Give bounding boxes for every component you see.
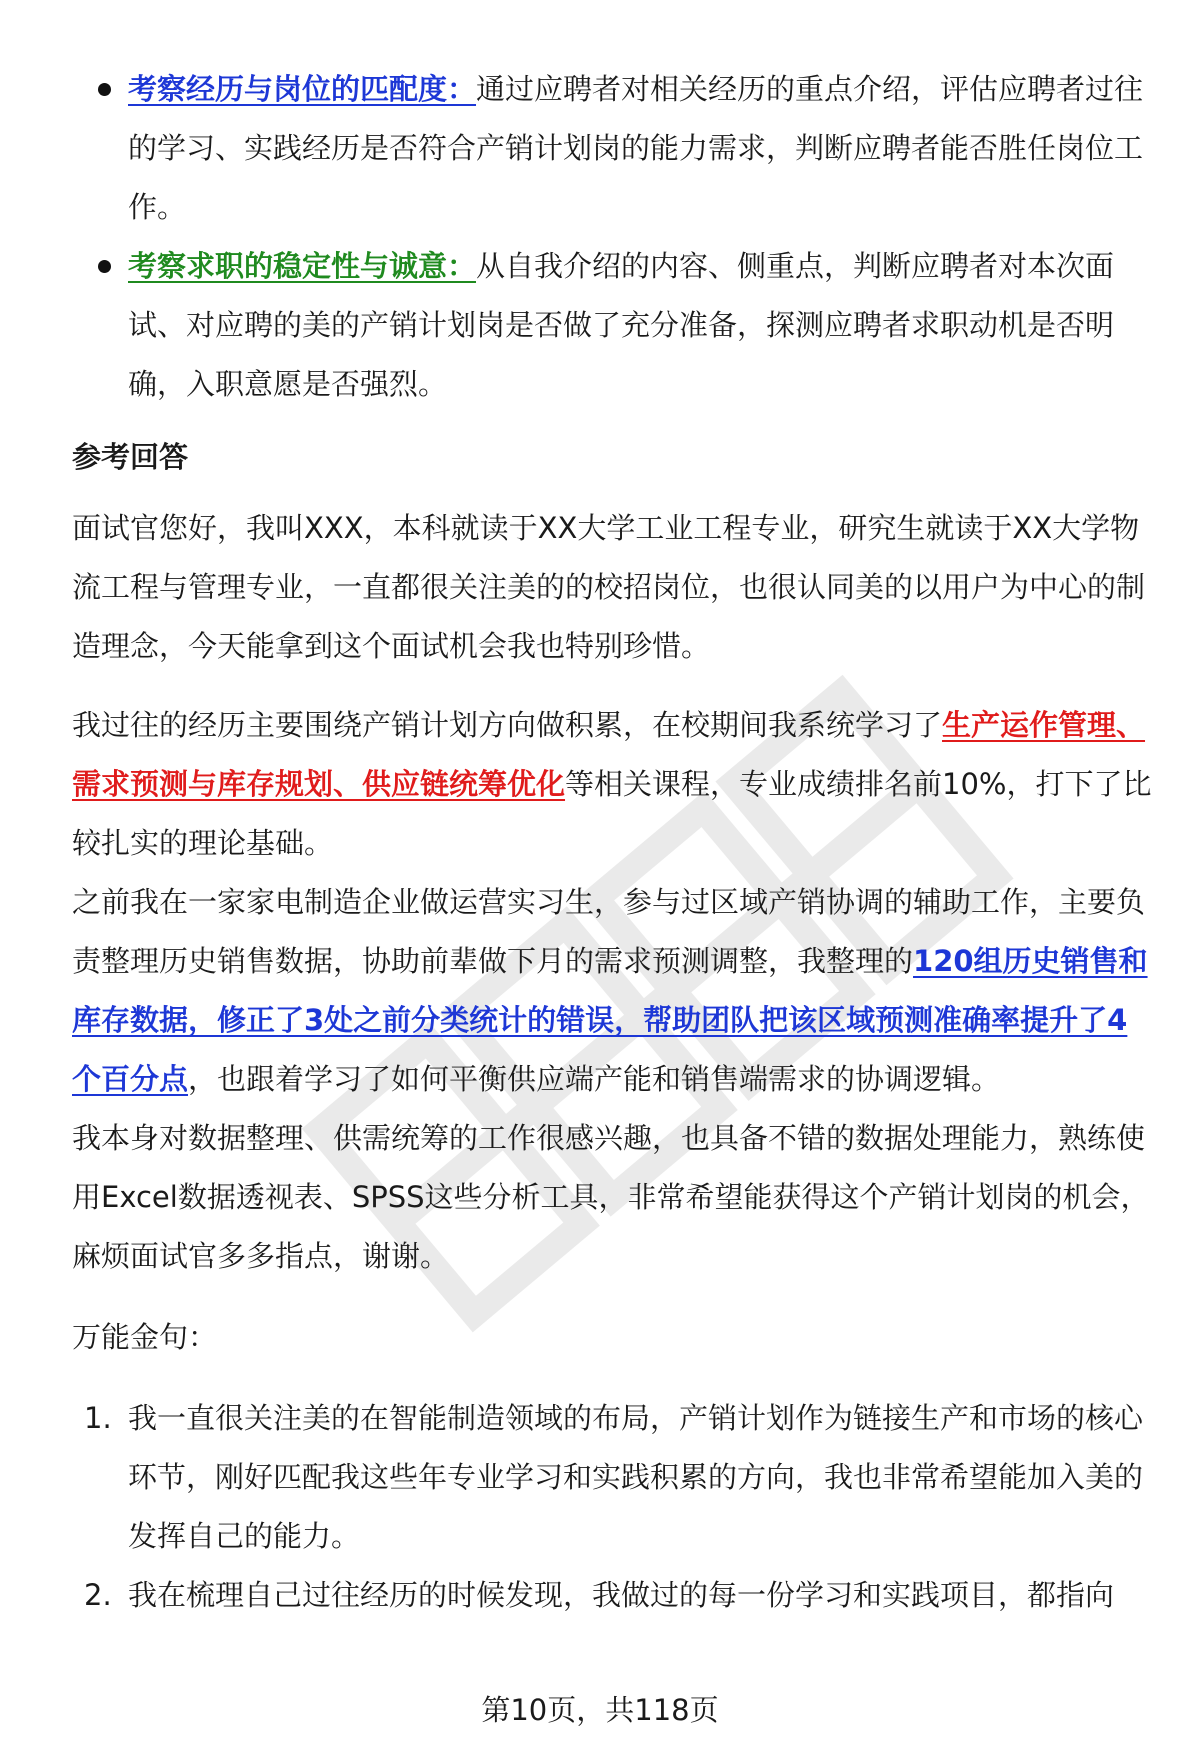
golden-sentence-text: 我一直很关注美的在智能制造领域的布局，产销计划作为链接生产和市场的核心环节，刚好匹配我这些年专业学习和实践积累的方向，我也非常希望能加入美的发挥自己的能力。 <box>128 1401 1144 1553</box>
answer-paragraph-skills: 我本身对数据整理、供需统筹的工作很感兴趣，也具备不错的数据处理能力，熟练使用Excel数据透视表、SPSS这些分析工具，非常希望能获得这个产销计划岗的机会，麻烦面试官多多指点，谢谢。 <box>72 1121 1150 1273</box>
page-footer: 第10页，共118页 <box>481 1693 719 1727</box>
golden-sentence-number: 2. <box>84 1578 112 1612</box>
golden-sentence-number: 1. <box>84 1401 112 1435</box>
courses-highlight: 生产运作管理、需求预测与库存规划、供应链统筹优化 <box>72 708 1146 801</box>
criteria-list <box>72 60 1152 414</box>
reference-answer-heading: 参考回答 <box>72 440 189 474</box>
criteria-text-stability: 从自我介绍的内容、侧重点，判断应聘者对本次面试、对应聘的美的产销计划岗是否做了充分准备，探测应聘者求职动机是否明确，入职意愿是否强烈。 <box>128 249 1115 401</box>
golden-sentence-text: 我在梳理自己过往经历的时候发现，我做过的每一份学习和实践项目，都指向 <box>128 1578 1115 1612</box>
answer-paragraph-courses <box>72 696 1152 873</box>
golden-sentence-item <box>72 1389 1152 1566</box>
criteria-item-stability-sincerity <box>72 237 1152 414</box>
internship-text-after: ，也跟着学习了如何平衡供应端产能和销售端需求的协调逻辑。 <box>188 1062 1001 1096</box>
bullet-dot-icon <box>98 83 111 96</box>
courses-text-before: 我过往的经历主要围绕产销计划方向做积累，在校期间我系统学习了 <box>72 708 943 742</box>
criteria-label-stability: 考察求职的稳定性与诚意： <box>128 249 477 283</box>
courses-text-after: 等相关课程，专业成绩排名前10%，打下了比较扎实的理论基础。 <box>72 767 1152 860</box>
answer-paragraph-internship <box>72 873 1152 1109</box>
answer-paragraph-intro: 面试官您好，我叫XXX，本科就读于XX大学工业工程专业，研究生就读于XX大学物流工程与管理专业，一直都很关注美的的校招岗位，也很认同美的以用户为中心的制造理念，今天能拿到这个面试机会我也特别珍惜。 <box>72 511 1146 663</box>
document-page <box>72 60 1152 1625</box>
criteria-label-experience: 考察经历与岗位的匹配度： <box>128 72 477 106</box>
internship-highlight: 120组历史销售和库存数据，修正了3处之前分类统计的错误，帮助团队把该区域预测准确率提升了4个百分点 <box>72 944 1148 1096</box>
criteria-item-experience-match <box>72 60 1152 237</box>
golden-sentences-label: 万能金句： <box>72 1320 218 1354</box>
internship-text-before: 之前我在一家家电制造企业做运营实习生，参与过区域产销协调的辅助工作，主要负责整理历史销售数据，协助前辈做下月的需求预测调整，我整理的 <box>72 885 1146 978</box>
criteria-text-experience: 通过应聘者对相关经历的重点介绍，评估应聘者过往的学习、实践经历是否符合产销计划岗的能力需求，判断应聘者能否胜任岗位工作。 <box>128 72 1144 224</box>
golden-sentence-item <box>72 1566 1152 1625</box>
bullet-dot-icon <box>98 260 111 273</box>
golden-sentences-list <box>72 1389 1152 1625</box>
